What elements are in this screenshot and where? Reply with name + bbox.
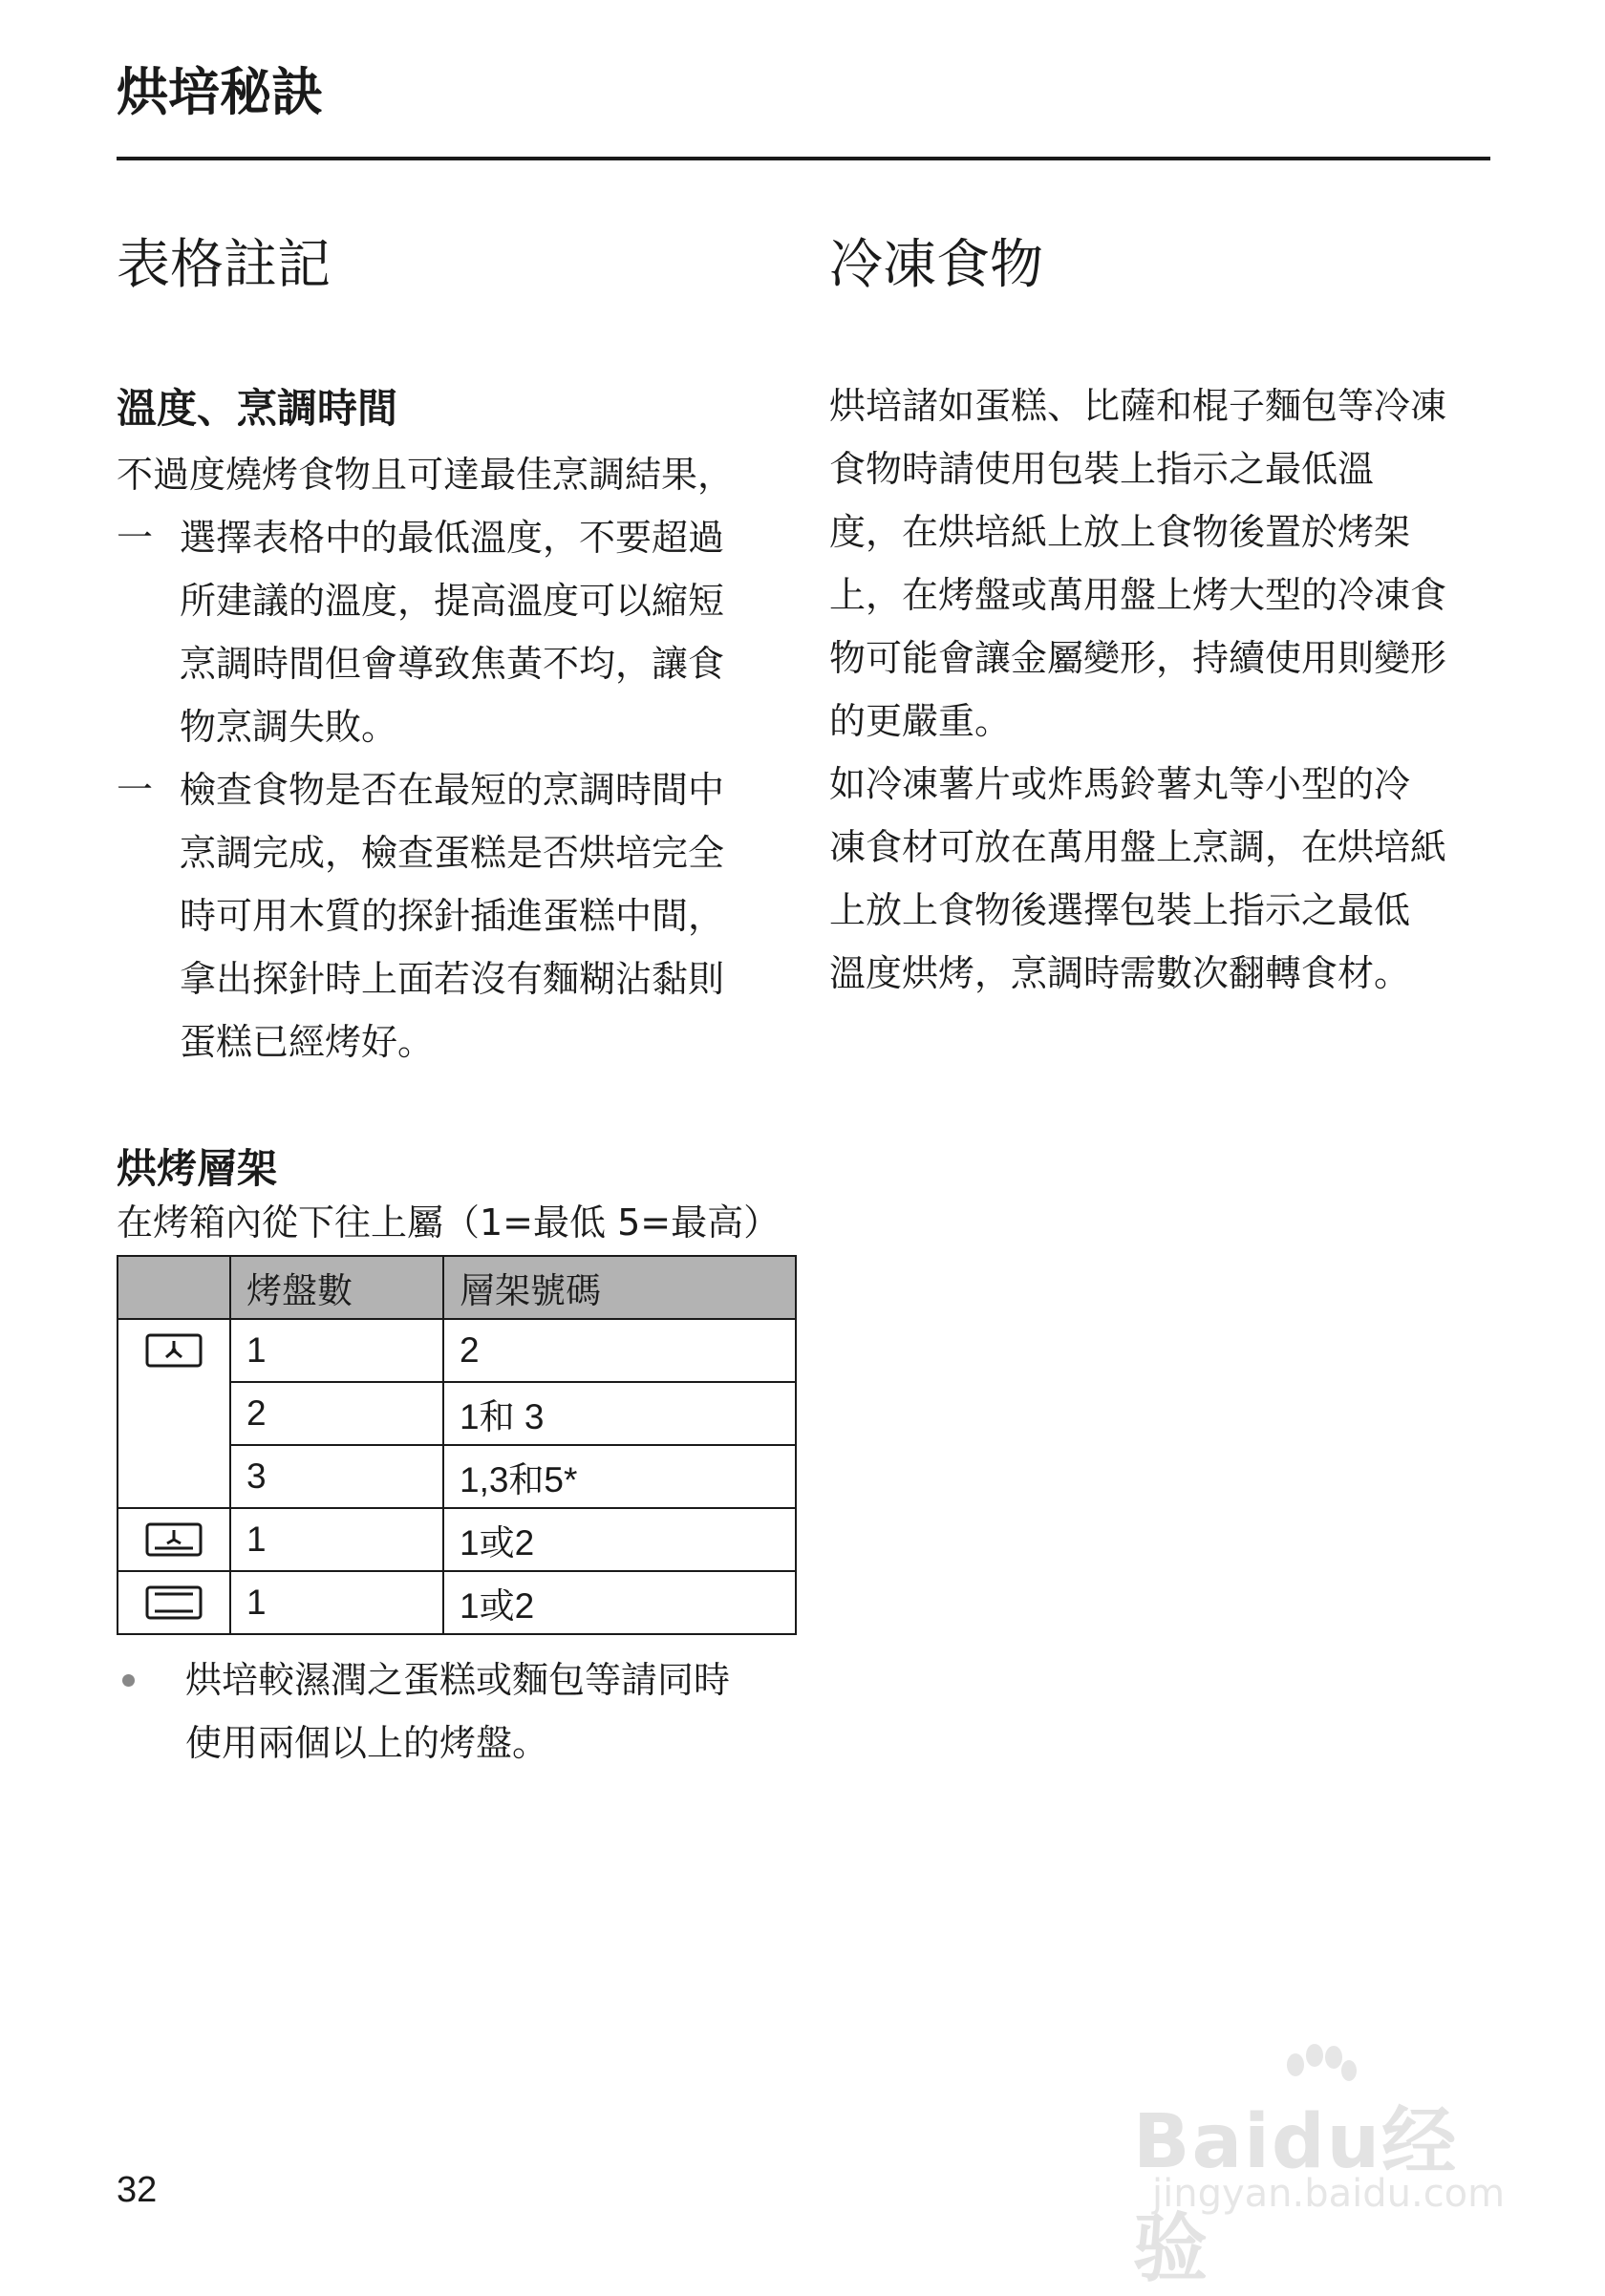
- table-notes-title: 表格註記: [117, 234, 331, 296]
- temperature-time-heading: 溫度、烹調時間: [117, 385, 398, 432]
- para-line: 度，在烘培紙上放上食物後置於烤架: [829, 511, 1411, 553]
- note-line: 使用兩個以上的烤盤。: [185, 1722, 549, 1764]
- bullet-dot-icon: [122, 1674, 135, 1687]
- trays-cell: 3: [230, 1445, 443, 1508]
- rack-subtitle: 在烤箱內從下往上屬（1=最低 5=最高）: [117, 1201, 781, 1244]
- baidu-watermark: [1133, 2044, 1525, 2292]
- tip-line: 選擇表格中的最低溫度，不要超過: [180, 517, 725, 559]
- frozen-food-title: 冷凍食物: [829, 234, 1043, 296]
- tip-line: 烹調時間但會導致焦黃不均，讓食: [180, 643, 725, 685]
- rack-heading: 烘烤層架: [117, 1145, 278, 1192]
- para-line: 溫度烘烤，烹調時需數次翻轉食材。: [829, 952, 1411, 994]
- para-line: 上，在烤盤或萬用盤上烤大型的冷凍食: [829, 574, 1447, 616]
- levels-cell: 2: [443, 1319, 796, 1382]
- trays-cell: 1: [230, 1508, 443, 1571]
- para-line: 烘培諸如蛋糕、比薩和棍子麵包等冷凍: [829, 385, 1447, 427]
- note-line: 烘培較濕潤之蛋糕或麵包等請同時: [185, 1659, 731, 1701]
- temperature-intro: 不過度燒烤食物且可達最佳烹調結果，: [117, 454, 735, 496]
- levels-cell: 1或2: [443, 1571, 796, 1634]
- tip-item-lowest-temp: [117, 506, 797, 758]
- para-line: 如冷凍薯片或炸馬鈴薯丸等小型的冷: [829, 763, 1411, 805]
- fan-bake-icon: [143, 1331, 204, 1370]
- fan-bake-icon-cell: [118, 1319, 230, 1508]
- table-row: [118, 1319, 796, 1382]
- table-header-row: [118, 1256, 796, 1319]
- header-icon-column: [118, 1256, 230, 1319]
- frozen-para-1: [829, 374, 1498, 753]
- fan-bottom-icon-cell: [118, 1508, 230, 1571]
- levels-cell: 1和 3: [443, 1382, 796, 1445]
- top-bottom-heat-icon-cell: [118, 1571, 230, 1634]
- dash-marker: 一: [117, 769, 154, 811]
- top-bottom-heat-icon: [143, 1584, 204, 1622]
- tip-line: 烹調完成，檢查蛋糕是否烘培完全: [180, 832, 725, 874]
- page-number: 32: [117, 2170, 158, 2210]
- trays-cell: 1: [230, 1319, 443, 1382]
- header-trays: 烤盤數: [230, 1256, 443, 1319]
- watermark-url: jingyan.baidu.com: [1152, 2172, 1506, 2216]
- tip-line: 物烹調失敗。: [180, 706, 398, 748]
- para-line: 上放上食物後選擇包裝上指示之最低: [829, 889, 1411, 931]
- tip-line: 拿出探針時上面若沒有麵糊沾黏則: [180, 958, 725, 1000]
- tip-line: 檢查食物是否在最短的烹調時間中: [180, 769, 725, 811]
- trays-cell: 1: [230, 1571, 443, 1634]
- temperature-tips-list: [117, 506, 797, 1074]
- right-column: [829, 229, 1498, 1005]
- para-line: 物可能會讓金屬變形，持續使用則變形: [829, 637, 1447, 679]
- left-column: [117, 229, 797, 1775]
- fan-bottom-icon: [143, 1520, 204, 1559]
- page-header-title: 烘培秘訣: [117, 62, 323, 122]
- levels-cell: 1,3和5*: [443, 1445, 796, 1508]
- tip-item-check-done: [117, 758, 797, 1074]
- trays-cell: 2: [230, 1382, 443, 1445]
- frozen-para-2: [829, 753, 1498, 1005]
- tip-line: 蛋糕已經烤好。: [180, 1021, 435, 1063]
- tip-line: 所建議的溫度，提高溫度可以縮短: [180, 580, 725, 622]
- rack-table: [117, 1255, 797, 1635]
- watermark-brand-part: Bai: [1133, 2099, 1272, 2185]
- table-row: [118, 1571, 796, 1634]
- para-line: 凍食材可放在萬用盤上烹調，在烘培紙: [829, 826, 1447, 868]
- dash-marker: 一: [117, 517, 154, 559]
- para-line: 的更嚴重。: [829, 700, 1012, 742]
- para-line: 食物時請使用包裝上指示之最低溫: [829, 448, 1375, 490]
- header-rule: [117, 157, 1490, 160]
- rack-notes-list: [117, 1648, 797, 1775]
- header-levels: 層架號碼: [443, 1256, 796, 1319]
- table-row: [118, 1508, 796, 1571]
- watermark-brand-part: du: [1271, 2099, 1382, 2185]
- levels-cell: 1或2: [443, 1508, 796, 1571]
- tip-line: 時可用木質的探針插進蛋糕中間，: [180, 895, 725, 937]
- watermark-brand-part: 经验: [1133, 2099, 1459, 2292]
- rack-note-item: [117, 1648, 797, 1775]
